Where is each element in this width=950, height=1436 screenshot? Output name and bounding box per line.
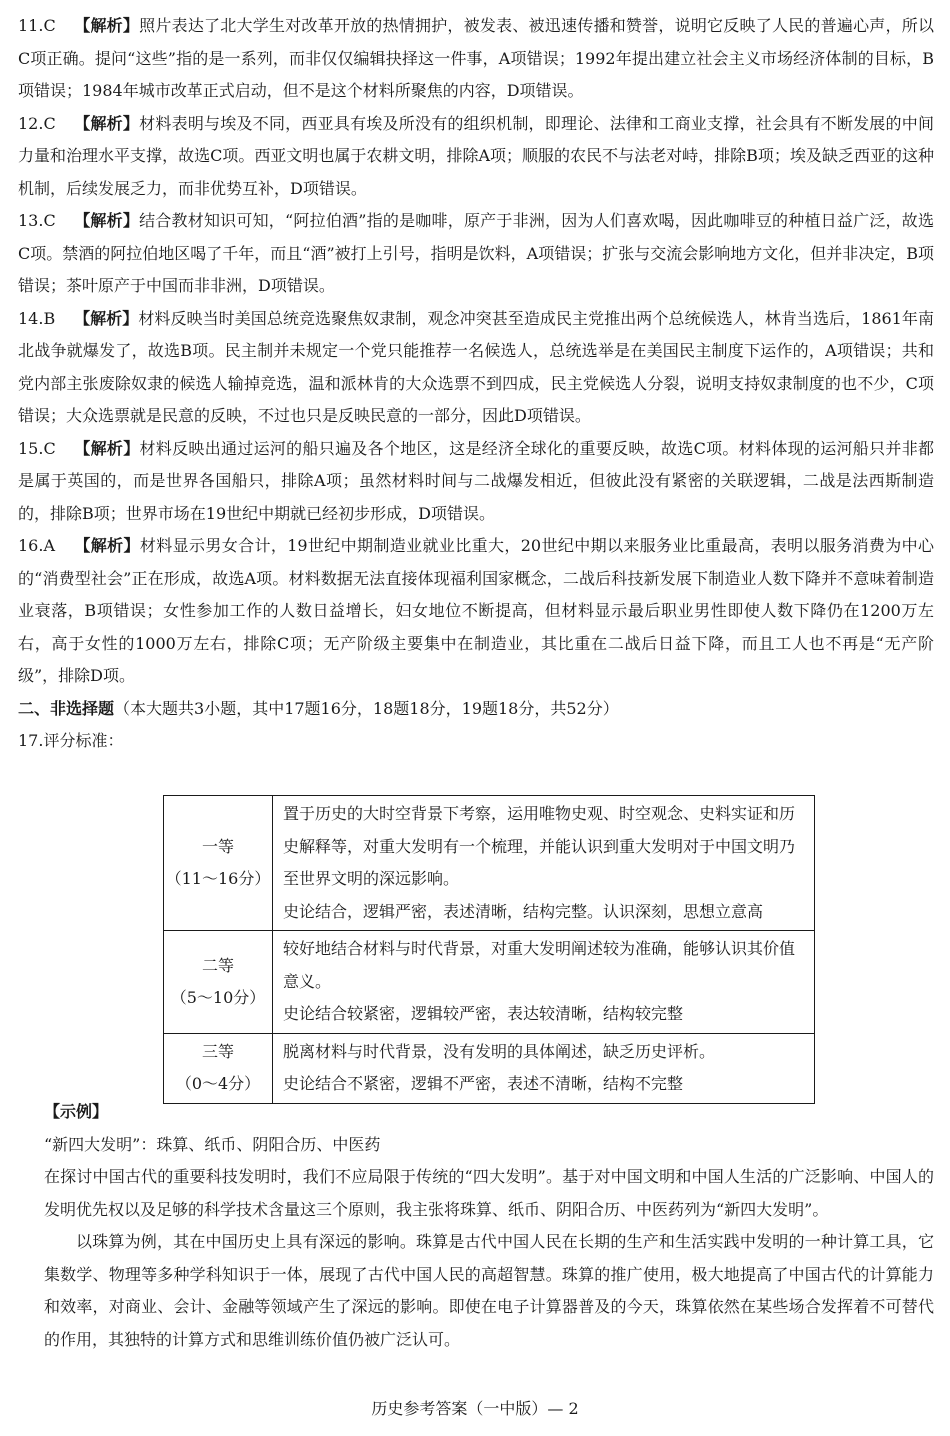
answer-number: 12.C (18, 113, 56, 133)
analysis-text: 材料表明与埃及不同，西亚具有埃及所没有的组织机制，即理论、法律和工商业支撑，社会具有不断发展的中间力量和治理水平支撑，故选C项。西亚文明也属于农耕文明，排除A项；顺服的农民不与法老对峙，排除B项；埃及缺乏西亚的这种机制，后续发展乏力，而非优势互补，D项错误。 (18, 113, 934, 198)
grade-row (164, 1033, 815, 1103)
page-footer: 历史参考答案（一中版）— 2 (371, 1399, 579, 1418)
grade-desc-cell (273, 931, 815, 1034)
grade-desc-cell (273, 796, 815, 931)
analysis-tag: 【解析】 (74, 536, 140, 555)
analysis-text: 照片表达了北大学生对改革开放的热情拥护，被发表、被迅速传播和赞誉，说明它反映了人民的普遍心声，所以C项正确。提问“这些”指的是一系列，而非仅仅编辑抉择这一件事，A项错误；1992年提出建立社会主义市场经济体制的目标，B项错误；1984年城市改革正式启动，但不是这个材料所聚焦的内容，D项错误。 (18, 16, 934, 100)
answer-item-13 (18, 205, 934, 303)
grade-level-cell (164, 1033, 273, 1103)
grade-level: 三等 (201, 1042, 234, 1061)
section-heading (18, 693, 934, 726)
section-note: （本大题共3小题，其中17题16分，18题18分，19题18分，共52分） (114, 698, 619, 718)
answer-item-12 (18, 108, 934, 206)
grade-desc-main: 较好地结合材料与时代背景，对重大发明阐述较为准确，能够认识其价值意义。 (283, 939, 796, 991)
grade-level: 二等 (201, 955, 234, 975)
grading-table (163, 795, 815, 1104)
grade-desc-main: 置于历史的大时空背景下考察，运用唯物史观、时空观念、史料实证和历史解释等，对重大发明有一个梳理，并能认识到重大发明对于中国文明乃至世界文明的深远影响。 (283, 804, 796, 888)
example-essay (44, 1096, 934, 1356)
answer-number: 13.C (18, 211, 56, 230)
grade-desc-style: 史论结合较紧密，逻辑较严密，表达较清晰，结构较完整 (283, 1004, 684, 1023)
answer-number: 15.C (18, 438, 56, 458)
grade-level-cell (164, 931, 273, 1034)
answer-item-14 (18, 303, 934, 433)
grade-desc-cell (273, 1033, 815, 1103)
answer-item-11 (18, 10, 934, 108)
grade-desc-style: 史论结合不紧密，逻辑不严密，表述不清晰，结构不完整 (283, 1074, 684, 1093)
analysis-tag: 【解析】 (74, 211, 140, 230)
answer-number: 16.A (18, 536, 55, 555)
grade-row (164, 796, 815, 931)
analysis-tag: 【解析】 (74, 113, 140, 133)
grade-range: （0～4分） (175, 1074, 261, 1093)
answer-number: 14.B (18, 308, 56, 328)
analysis-text: 结合教材知识可知，“阿拉伯酒”指的是咖啡，原产于非洲，因为人们喜欢喝，因此咖啡豆的种植日益广泛，故选C项。禁酒的阿拉伯地区喝了千年，而且“酒”被打上引号，指明是饮料，A项错误；扩张与交流会影响地方文化，但并非决定，B项错误；茶叶原产于中国而非非洲，D项错误。 (18, 211, 934, 295)
answer-number: 11.C (18, 16, 56, 35)
analysis-tag: 【解析】 (74, 16, 140, 35)
grade-range: （5～10分） (170, 987, 266, 1007)
answer-item-15 (18, 433, 934, 531)
grade-row (164, 931, 815, 1034)
analysis-text: 材料反映出通过运河的船只遍及各个地区，这是经济全球化的重要反映，故选C项。材料体现的运河船只并非都是属于英国的，而是世界各国船只，排除A项；虽然材料时间与二战爆发相近，但彼此没有紧密的关联逻辑，二战是法西斯制造的，排除B项；世界市场在19世纪中期就已经初步形成，D项错误。 (18, 438, 934, 523)
example-title: “新四大发明”：珠算、纸币、阴阳合历、中医药 (44, 1134, 381, 1154)
grade-range: （11～16分） (165, 869, 271, 888)
answer-list (18, 10, 934, 758)
analysis-text: 材料显示男女合计，19世纪中期制造业就业比重大，20世纪中期以来服务业比重最高，表明以服务消费为中心的“消费型社会”正在形成，故选A项。材料数据无法直接体现福利国家概念，二战后科技新发展下制造业人数下降并不意味着制造业衰落，B项错误；女性参加工作的人数日益增长，妇女地位不断提高，但材料显示最后职业男性即使人数下降仍在1200万左右，高于女性的1000万左右，排除C项；无产阶级主要集中在制造业，其比重在二战后日益下降，而且工人也不再是“无产阶级”，排除D项。 (18, 536, 934, 685)
section-title: 二、非选择题 (18, 698, 115, 718)
grade-desc-main: 脱离材料与时代背景，没有发明的具体阐述，缺乏历史评析。 (283, 1041, 716, 1061)
grade-level-cell (164, 796, 273, 931)
answer-item-16 (18, 530, 934, 693)
analysis-tag: 【解析】 (74, 308, 139, 328)
analysis-text: 材料反映当时美国总统竞选聚焦奴隶制，观念冲突甚至造成民主党推出两个总统候选人，林肯当选后，1861年南北战争就爆发了，故选B项。民主制并未规定一个党只能推荐一名候选人，总统选举是在美国民主制度下运作的，A项错误；共和党内部主张废除奴隶的候选人输掉竞选，温和派林肯的大众选票不到四成，民主党候选人分裂，说明支持奴隶制度的也不少，C项错误；大众选票就是民意的反映，不过也只是反映民意的一部分，因此D项错误。 (18, 308, 934, 425)
grade-desc-style: 史论结合，逻辑严密，表述清晰，结构完整。认识深刻，思想立意高 (283, 901, 764, 921)
analysis-tag: 【解析】 (74, 438, 140, 458)
example-heading: 【示例】 (44, 1102, 109, 1121)
q17-label: 17.评分标准： (18, 731, 124, 750)
example-paragraph-1: 在探讨中国古代的重要科技发明时，我们不应局限于传统的“四大发明”。基于对中国文明和中国人生活的广泛影响、中国人的发明优先权以及足够的科学技术含量这三个原则，我主张将珠算、纸币、阴阳合历、中医药列为“新四大发明”。 (44, 1167, 934, 1219)
grade-level: 一等 (201, 837, 234, 856)
example-paragraph-2: 以珠算为例，其在中国历史上具有深远的影响。珠算是古代中国人民在长期的生产和生活实践中发明的一种计算工具，它集数学、物理等多种学科知识于一体，展现了古代中国人民的高超智慧。珠算的推广使用，极大地提高了中国古代的计算能力和效率，对商业、会计、金融等领域产生了深远的影响。即使在电子计算器普及的今天，珠算依然在某些场合发挥着不可替代的作用，其独特的计算方式和思维训练价值仍被广泛认可。 (44, 1232, 934, 1349)
